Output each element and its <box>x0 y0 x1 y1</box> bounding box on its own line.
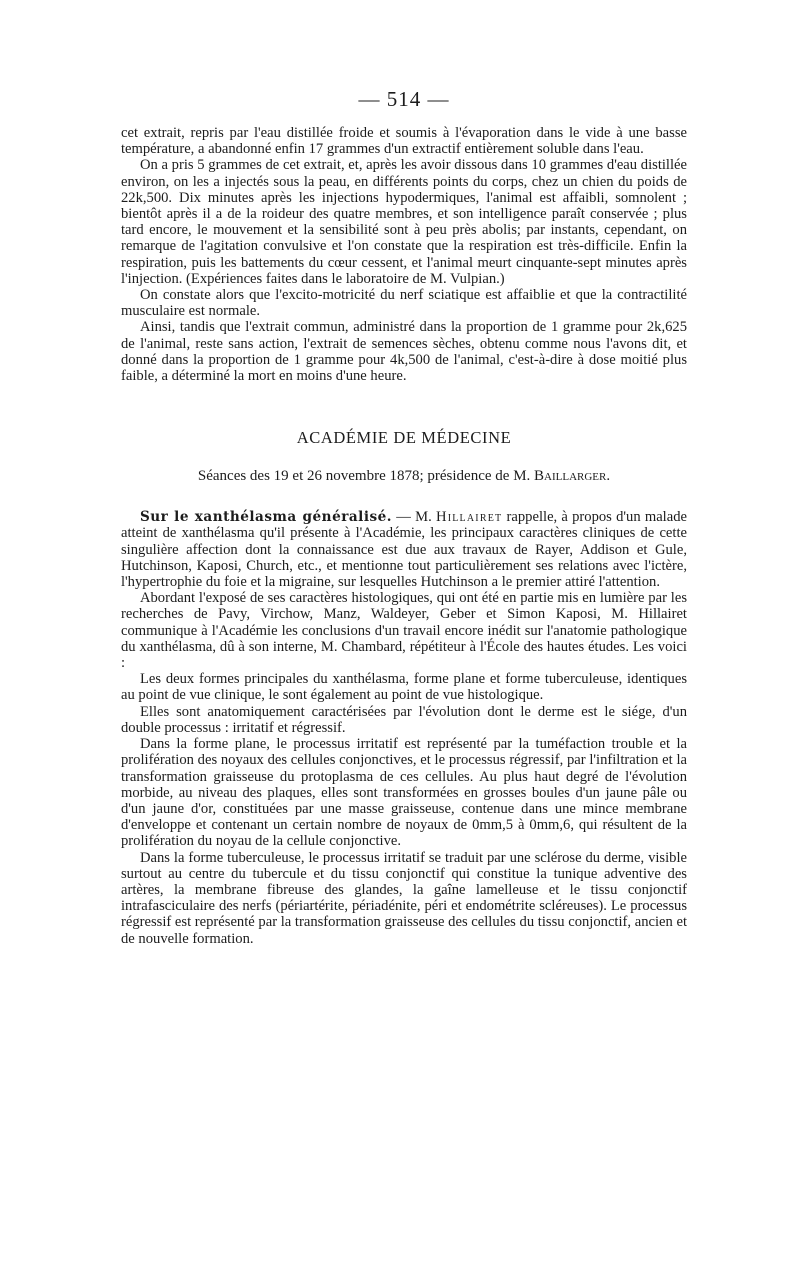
president-name: Baillarger <box>534 468 607 485</box>
page-number: — 514 — <box>358 87 450 111</box>
subject-text: rappelle, à propos d'un malade atteint de xanthélasma qu'il présente à l'Académie, les principaux caractères cliniques de cette singulière affection dont la connaissance est due aux travaux de Rayer, Addison et Gule, Hutchinson, Kaposi, Church, etc., et mentionne tout particulièrement ses relations avec l'ictère, l'hypertrophie du foie et la migraine, sur lesquelles Hutchinson a le premier attiré l'attention. <box>121 509 687 591</box>
session-end: . <box>606 468 611 485</box>
paragraph: On a pris 5 grammes de cet extrait, et, après les avoir dissous dans 10 grammes d'eau distillée environ, on les a injectés sous la peau, en différents points du corps, chez un chien du poids de 22k,500. Dix minutes après les injections hypodermiques, l'animal est affaibli, somnolent ; bientôt après il a de la roideur des quatre membres, et son intelligence paraît conservée ; plus tard encore, le mouvement et la sensibilité sont à peu près abolis; par instants, cependant, on remarque de l'agitation convulsive et l'on constate que la respiration est très-difficile. Enfin la respiration, puis les battements du cœur cessent, et l'animal meurt cinquante-sept minutes après l'injection. (Expériences faites dans le laboratoire de M. Vulpian.) <box>121 157 687 287</box>
session-line <box>121 467 687 485</box>
session-text: Séances des 19 et 26 novembre 1878; présidence de M. <box>197 468 535 485</box>
subject-paragraph <box>121 509 687 590</box>
paragraph: Dans la forme tuberculeuse, le processus irritatif se traduit par une sclérose du derme, visible surtout au centre du tubercule et du tissu conjonctif qui constitue la tunique adventive des artères, la membrane fibreuse des glandes, la gaîne lamelleuse et le tissu conjonctif intrafasciculaire des nerfs (périartérite, périadénite, péri et endométrite scléreuses). Le processus régressif est représenté par la transformation graisseuse des cellules du tissu conjonctif, ancien et de nouvelle formation. <box>121 849 687 947</box>
paragraph: Les deux formes principales du xanthélasma, forme plane et forme tuberculeuse, identiques au point de vue clinique, le sont également au point de vue histologique. <box>121 671 687 704</box>
subject-heading: Sur le xanthélasma généralisé. <box>139 509 393 526</box>
section-title: ACADÉMIE DE MÉDECINE <box>296 428 512 448</box>
paragraph: Abordant l'exposé de ses caractères histologiques, qui ont été en partie mis en lumière par les recherches de Pavy, Virchow, Manz, Waldeyer, Geber et Simon Kaposi, M. Hillairet communique à l'Académie les conclusions d'un travail encore inédit sur l'anatomie pathologique du xanthélasma, dû à son interne, M. Chambard, répétiteur à l'École des hautes études. Les voici : <box>121 590 687 672</box>
paragraph: Ainsi, tandis que l'extrait commun, administré dans la proportion de 1 gramme pour 2k,625 de l'animal, reste sans action, l'extrait de semences sèches, obtenu comme nous l'avons dit, et donné dans la proportion de 1 gramme pour 4k,500 de l'animal, c'est-à-dire à dose moitié plus faible, a déterminé la mort en moins d'une heure. <box>121 319 687 385</box>
paragraph: Elles sont anatomiquement caractérisées par l'évolution dont le derme est le siége, d'un double processus : irritatif et régressif. <box>121 703 687 736</box>
paragraph: Dans la forme plane, le processus irritatif est représenté par la tuméfaction trouble et la prolifération des noyaux des cellules conjonctives, et le processus régressif, par l'infiltration et la transformation graisseuse du protoplasma de ces cellules. Au plus haut degré de l'évolution morbide, au niveau des plaques, elles sont transformées en grosses boules d'un jaune pâle ou d'un jaune d'or, constituées par une masse graisseuse, contenue dans une mince membrane d'enveloppe et contenant un certain nombre de noyaux de 0mm,5 à 0mm,6, qui résultent de la prolifération du noyau de la cellule conjonctive. <box>121 736 687 850</box>
document-page <box>121 86 687 947</box>
speaker-name: Hillairet <box>435 509 503 526</box>
subject-dash: — M. <box>392 509 436 526</box>
paragraph: cet extrait, repris par l'eau distillée froide et soumis à l'évaporation dans le vide à une basse température, a abandonné enfin 17 grammes d'un extractif entièrement soluble dans l'eau. <box>121 125 687 158</box>
paragraph: On constate alors que l'excito-motricité du nerf sciatique est affaiblie et que la contractilité musculaire est normale. <box>121 287 687 320</box>
